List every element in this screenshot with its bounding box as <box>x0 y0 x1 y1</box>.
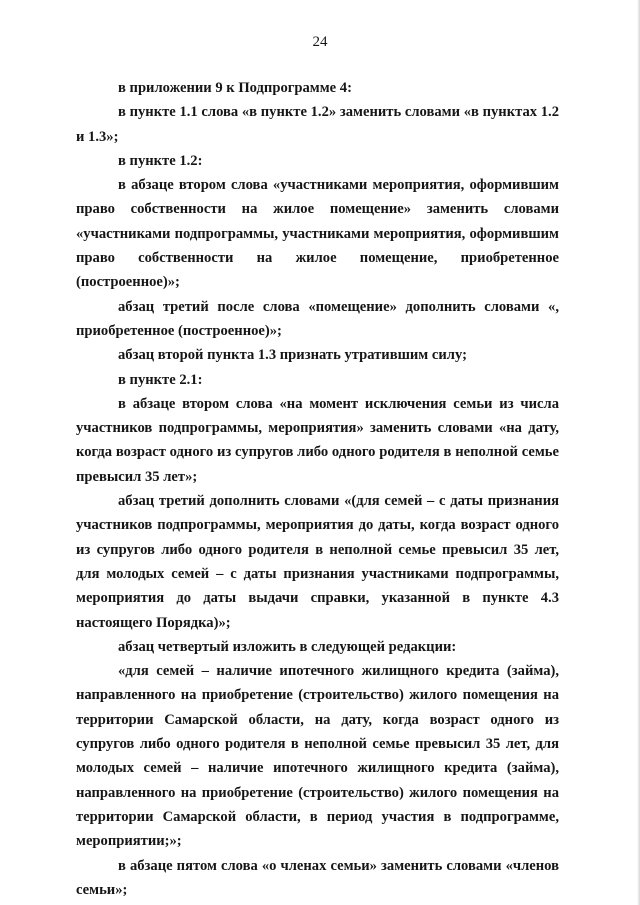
paragraph: в пункте 1.2: <box>118 152 203 169</box>
paragraph: абзац третий после слова «помещение» дополнить словами «, приобретенное (построенное)»; <box>76 298 559 339</box>
document-body <box>76 76 559 902</box>
paragraph: абзац третий дополнить словами «(для семей – с даты признания участников подпрограммы, мероприятия до даты, когда возраст одного из супругов либо одного родителя в неполной семье превысил 35 лет, для молодых семей – с даты признания участниками подпрограммы, мероприятия до даты выдачи справки, указанной в пункте 4.3 настоящего Порядка)»; <box>76 493 559 631</box>
paragraph: абзац второй пункта 1.3 признать утратившим силу; <box>118 347 467 364</box>
paragraph: в приложении 9 к Подпрограмме 4: <box>118 80 352 96</box>
paragraph: в пункте 1.1 слова «в пункте 1.2» заменить словами «в пунктах 1.2 и 1.3»; <box>76 104 559 145</box>
page-number: 24 <box>312 34 328 50</box>
paragraph: в абзаце втором слова «на момент исключения семьи из числа участников подпрограммы, мероприятия» заменить словами «на дату, когда возраст одного из супругов либо одного родителя в неполной семье превысил 35 лет»; <box>76 395 559 485</box>
paragraph: в пункте 2.1: <box>118 371 203 388</box>
paragraph: «для семей – наличие ипотечного жилищного кредита (займа), направленного на приобретение (строительство) жилого помещения на территории Самарской области, на дату, когда возраст одного из супругов либо одного родителя в неполной семье превысил 35 лет, для молодых семей – наличие ипотечного жилищного кредита (займа), направленного на приобретение (строительство) жилого помещения на территории Самарской области, в период участия в подпрограмме, мероприятии;»; <box>76 663 559 850</box>
paragraph: абзац четвертый изложить в следующей редакции: <box>118 638 457 655</box>
paragraph: в абзаце втором слова «участниками мероприятия, оформившим право собственности на жилое помещение» заменить словами «участниками подпрограммы, участниками мероприятия, оформившим право собственности на жилое помещение, приобретенное (построенное)»; <box>76 177 559 291</box>
paragraph: в абзаце пятом слова «о членах семьи» заменить словами «членов семьи»; <box>76 857 559 898</box>
